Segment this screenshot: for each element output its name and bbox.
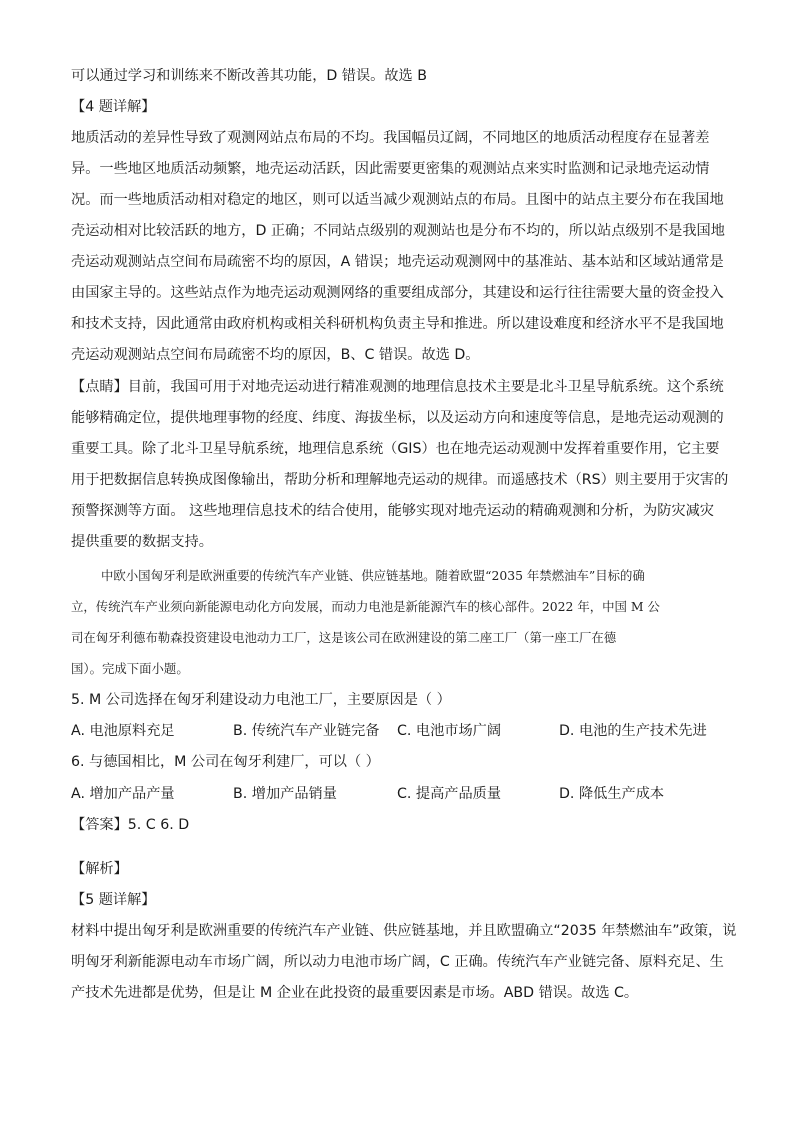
section-heading: 【4 题详解】: [71, 99, 156, 115]
q5-option-d: D. 电池的生产技术先进: [559, 723, 707, 739]
text-line: 和技术支持，因此通常由政府机构或相关科研机构负责主导和推进。所以建设难度和经济水平不是我国地: [71, 316, 724, 332]
q5-option-c: C. 电池市场广阔: [397, 723, 502, 739]
text-line: 况。而一些地质活动相对稳定的地区，则可以适当减少观测站点的布局。且图中的站点主要分布在我国地: [71, 192, 724, 208]
text-line: 提供重要的数据支持。: [71, 534, 213, 550]
passage-line: 立，传统汽车产业须向新能源电动化方向发展，而动力电池是新能源汽车的核心部件。2022 年，中国 M 公: [71, 599, 660, 614]
answer-line: 【答案】5. C 6. D: [71, 817, 190, 833]
text-line: 壳运动观测站点空间布局疏密不均的原因，A 错误；地壳运动观测网中的基准站、基本站和区域站通常是: [71, 254, 724, 270]
text-line: 异。一些地区地质活动频繁，地壳运动活跃，因此需要更密集的观测站点来实时监测和记录地壳运动情: [71, 161, 710, 177]
text-line: 用于把数据信息转换成图像输出，帮助分析和理解地壳运动的规律。而遥感技术（RS）则主要用于灾害的: [71, 472, 729, 488]
text-line: 预警探测等方面。 这些地理信息技术的结合使用，能够实现对地壳运动的精确观测和分析，为防灾减灾: [71, 503, 714, 519]
text-line: 地质活动的差异性导致了观测网站点布局的不均。我国幅员辽阔，不同地区的地质活动程度存在显著差: [71, 130, 710, 146]
question-5-stem: 5. M 公司选择在匈牙利建设动力电池工厂，主要原因是（ ）: [71, 692, 451, 708]
q6-option-d: D. 降低生产成本: [559, 786, 665, 802]
text-line: 产技术先进都是优势，但是让 M 企业在此投资的最重要因素是市场。ABD 错误。故选 C。: [71, 985, 639, 1001]
text-line: 材料中提出匈牙利是欧洲重要的传统汽车产业链、供应链基地，并且欧盟确立“2035 年禁燃油车”政策，说: [71, 923, 737, 939]
passage-line: 中欧小国匈牙利是欧洲重要的传统汽车产业链、供应链基地。随着欧盟“2035 年禁燃油车”目标的确: [101, 568, 645, 583]
passage-line: 国）。完成下面小题。: [71, 661, 189, 676]
q6-option-b: B. 增加产品销量: [233, 786, 337, 802]
q5-option-b: B. 传统汽车产业链完备: [233, 723, 380, 739]
question-6-stem: 6. 与德国相比，M 公司在匈牙利建厂，可以（ ）: [71, 754, 380, 770]
text-line: 重要工具。除了北斗卫星导航系统，地理信息系统（GIS）也在地壳运动观测中发挥着重要作用，它主要: [71, 441, 720, 457]
section-heading: 【5 题详解】: [71, 892, 156, 908]
text-line: 能够精确定位，提供地理事物的经度、纬度、海拔坐标，以及运动方向和速度等信息，是地壳运动观测的: [71, 410, 724, 426]
text-line: 壳运动相对比较活跃的地方，D 正确；不同站点级别的观测站也是分布不均的，所以站点级别不是我国地: [71, 223, 725, 239]
passage-line: 司在匈牙利德布勒森投资建设电池动力工厂，这是该公司在欧洲建设的第二座工厂（第一座工厂在德: [71, 630, 617, 645]
q6-option-c: C. 提高产品质量: [397, 786, 502, 802]
q6-option-a: A. 增加产品产量: [71, 786, 175, 802]
q5-option-a: A. 电池原料充足: [71, 723, 175, 739]
text-line: 壳运动观测站点空间布局疏密不均的原因，B、C 错误。故选 D。: [71, 347, 480, 363]
analysis-heading: 【解析】: [71, 861, 128, 877]
text-line: 由国家主导的。这些站点作为地壳运动观测网络的重要组成部分，其建设和运行往往需要大量的资金投入: [71, 285, 724, 301]
text-line: 明匈牙利新能源电动车市场广阔，所以动力电池市场广阔，C 正确。传统汽车产业链完备、原料充足、生: [71, 954, 724, 970]
text-line: 【点睛】目前，我国可用于对地壳运动进行精准观测的地理信息技术主要是北斗卫星导航系统。这个系统: [71, 379, 724, 395]
text-line: 可以通过学习和训练来不断改善其功能，D 错误。故选 B: [71, 68, 427, 84]
